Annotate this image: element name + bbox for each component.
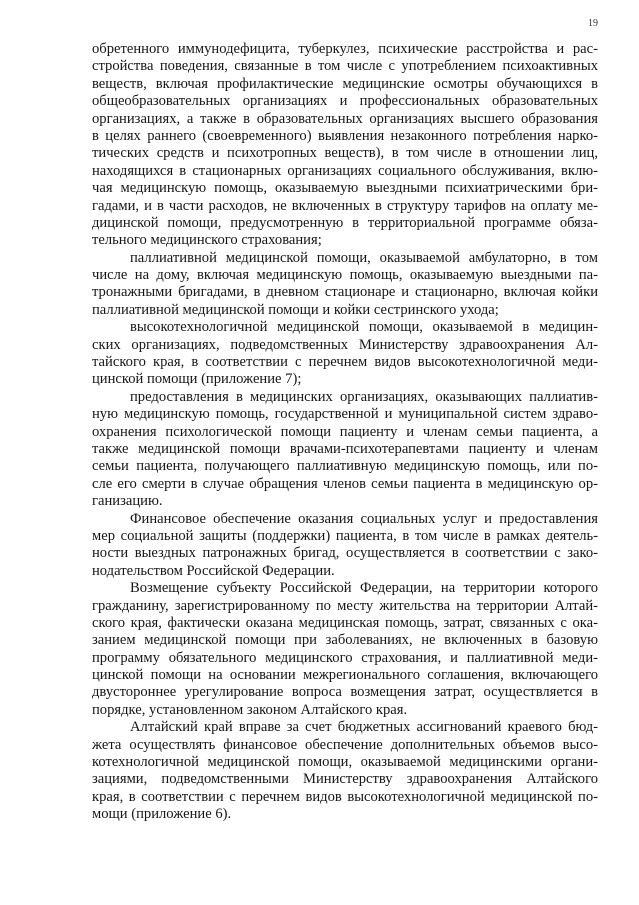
text-line: также медицинской помощи врачами-психотерапевтами пациенту и членам [92, 440, 598, 457]
text-line: числе на дому, включая медицинскую помощь, оказываемую выездными па- [92, 267, 598, 284]
text-line: ганизацию. [92, 493, 163, 510]
text-line: занием медицинской помощи при заболеваниях, не включенных в базовую [92, 632, 598, 649]
text-line: цинской помощи на основании межрегионального соглашения, включающего [92, 667, 598, 684]
text-line: в целях раннего (своевременного) выявления незаконного потребления нарко- [92, 127, 598, 144]
text-line: веществ, включая профилактические медицинские осмотры обучающихся в [92, 75, 598, 92]
page-number: 19 [588, 18, 598, 29]
text-line: сле его смерти в случае обращения членов семьи пациента в медицинскую ор- [92, 475, 598, 492]
text-line: паллиативной медицинской помощи и койки сестринского ухода; [92, 301, 499, 318]
text-line: края, в соответствии с перечнем видов высокотехнологичной медицинской по- [92, 788, 598, 805]
paragraph-high-tech-care [92, 319, 598, 389]
text-line: мощи (приложение 6). [92, 806, 232, 823]
text-line: порядке, установленном законом Алтайского края. [92, 701, 408, 718]
paragraph-social-services-financing [92, 511, 598, 581]
text-line: тронажными бригадами, в дневном стационаре и стационарно, включая койки [92, 284, 598, 301]
paragraph-regional-budget [92, 719, 598, 823]
text-line: гадами, и в части расходов, не включенных в структуру тарифов на оплату ме- [92, 197, 598, 214]
document-body [92, 41, 598, 824]
text-line: дицинской помощи, предусмотренную в территориальной программе обяза- [92, 214, 598, 231]
text-line: предоставления в медицинских организациях, оказывающих паллиатив- [130, 388, 598, 405]
text-line: семьи пациента, получающего паллиативную медицинскую помощь, или по- [92, 458, 598, 475]
text-line: паллиативной медицинской помощи, оказываемой амбулаторно, в том [130, 249, 598, 266]
text-line: Алтайский край вправе за счет бюджетных ассигнований краевого бюд- [130, 719, 598, 736]
text-line: зациями, подведомственными Министерству здравоохранения Алтайского [92, 771, 598, 788]
text-line: гражданину, зарегистрированному по месту жительства на территории Алтай- [92, 597, 598, 614]
text-line: программу обязательного медицинского страхования, и паллиативной меди- [92, 649, 598, 666]
text-line: мер социальной защиты (поддержки) пациента, в том числе в рамках деятель- [92, 527, 598, 544]
paragraph-continuation [92, 41, 598, 250]
text-line: котехнологичной медицинской помощи, оказываемой медицинскими органи- [92, 754, 598, 771]
text-line: Возмещение субъекту Российской Федерации, на территории которого [130, 580, 598, 597]
text-line: ского края, фактически оказана медицинская помощь, затрат, связанных с ока- [92, 614, 598, 631]
text-line: стройства поведения, связанные в том числе с употреблением психоактивных [92, 58, 598, 75]
paragraph-cost-reimbursement [92, 580, 598, 719]
text-line: жета осуществлять финансовое обеспечение дополнительных объемов высо- [92, 736, 598, 753]
text-line: высокотехнологичной медицинской помощи, оказываемой в медицин- [130, 319, 598, 336]
paragraph-psychological-help [92, 389, 598, 511]
text-line: двустороннее урегулирование вопроса возмещения затрат, осуществляется в [92, 684, 598, 701]
text-line: тайского края, в соответствии с перечнем видов высокотехнологичной меди- [92, 354, 598, 371]
text-line: Финансовое обеспечение оказания социальных услуг и предоставления [130, 510, 598, 527]
text-line: ских организациях, подведомственных Министерству здравоохранения Ал- [92, 336, 598, 353]
text-line: цинской помощи (приложение 7); [92, 371, 302, 388]
text-line: обретенного иммунодефицита, туберкулез, психические расстройства и рас- [92, 41, 598, 57]
text-line: тических средств и психотропных веществ), в том числе в отношении лиц, [92, 145, 598, 162]
text-line: организациях, а также в образовательных организациях высшего образования [92, 110, 598, 127]
text-line: чая медицинскую помощь, оказываемую выездными психиатрическими бри- [92, 180, 598, 197]
text-line: нодательством Российской Федерации. [92, 562, 335, 579]
text-line: тельного медицинского страхования; [92, 232, 322, 249]
text-line: находящихся в стационарных организациях социального обслуживания, вклю- [92, 162, 598, 179]
paragraph-palliative-care [92, 250, 598, 320]
text-line: ности выездных патронажных бригад, осуществляется в соответствии с зако- [92, 545, 598, 562]
text-line: охранения психологической помощи пациенту и членам семьи пациента, а [92, 423, 598, 440]
text-line: ную медицинскую помощь, государственной и муниципальной систем здраво- [92, 406, 598, 423]
text-line: общеобразовательных организациях и профессиональных образовательных [92, 93, 598, 110]
